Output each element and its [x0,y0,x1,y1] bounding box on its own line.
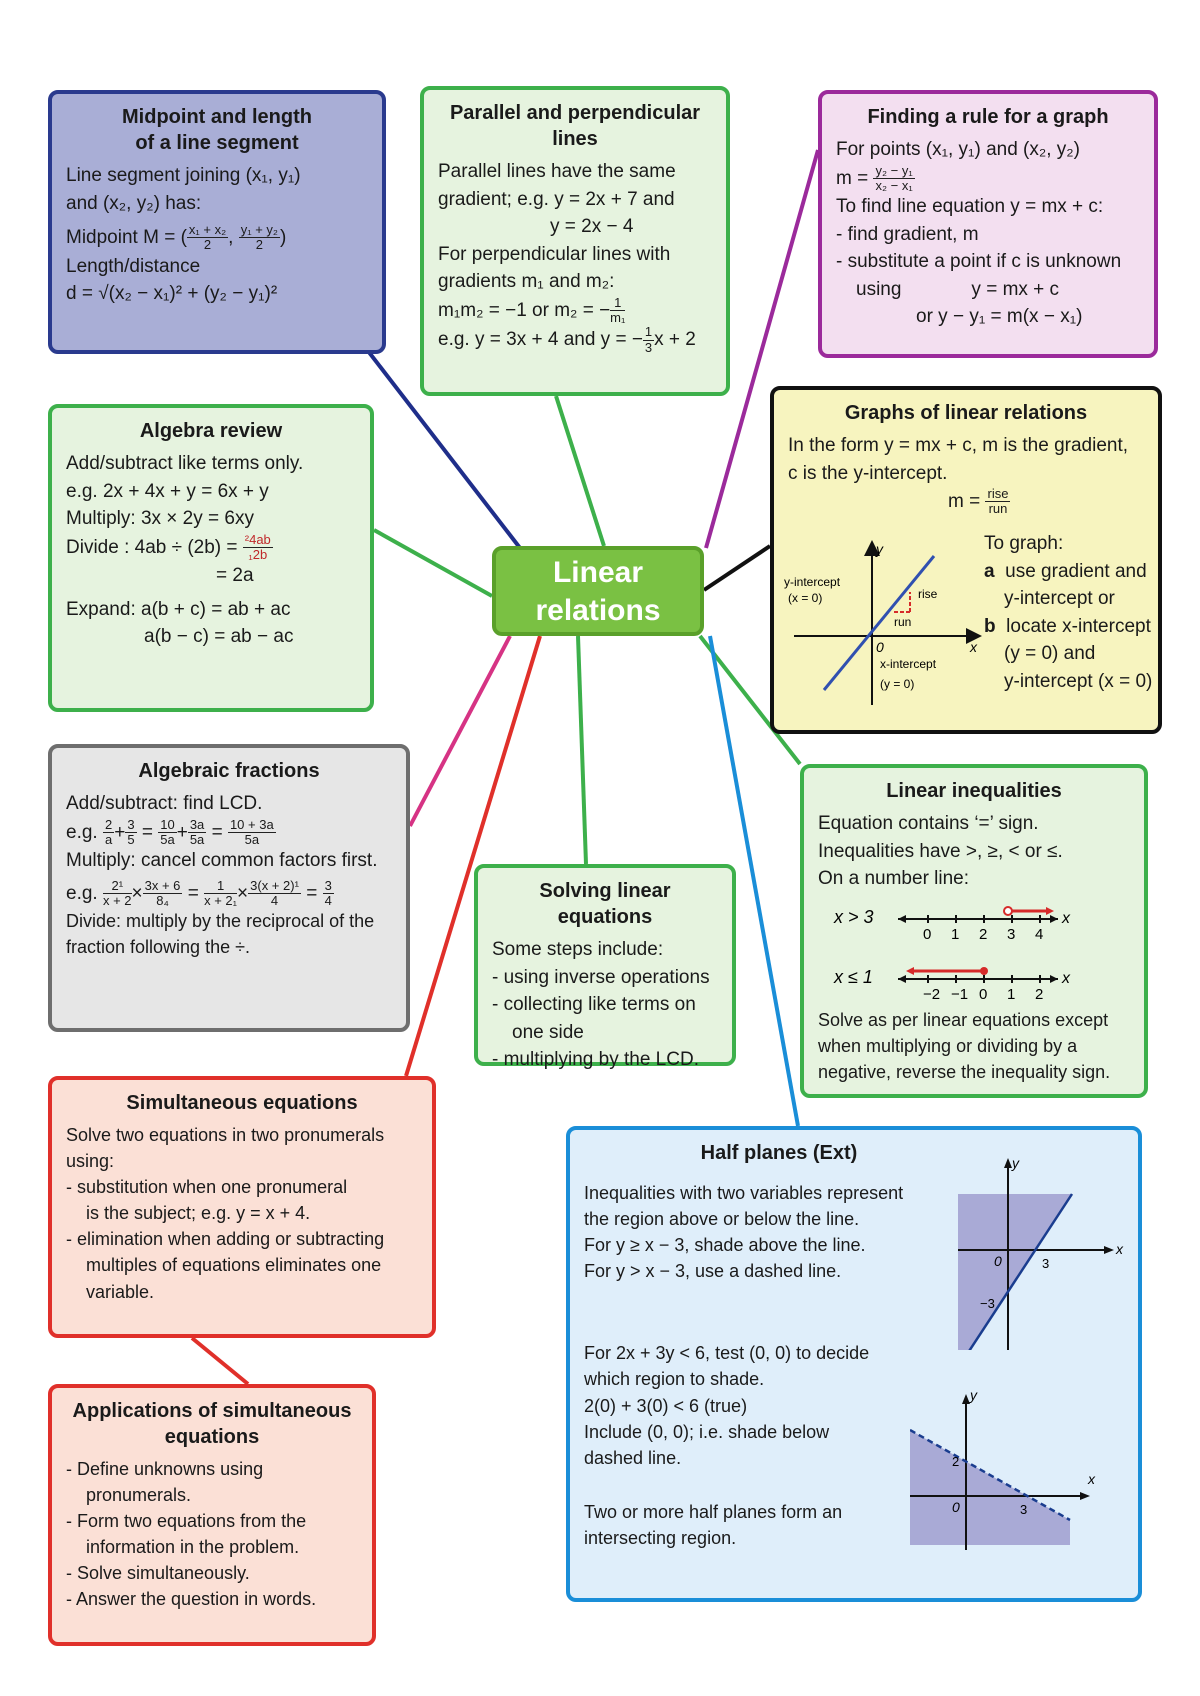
rule-line-6: using y = mx + c [856,278,1060,300]
connector-fractions [410,636,510,826]
nl1-left-arrow [898,915,906,923]
fractions-line-6: fraction following the ÷. [66,937,250,958]
graphs-gradient: m = $\frac{\text{rise}}{\text{run}}$ [948,486,1009,517]
applications-line-5: - Solve simultaneously. [66,1563,250,1584]
nl2-label: x ≤ 1 [834,966,873,987]
applications-line-3: - Form two equations from the [66,1511,307,1532]
g1-y-label: y [1012,1155,1019,1171]
halfplanes-line-7: 2(0) + 3(0) < 6 (true) [584,1395,748,1416]
applications-line-2: pronumerals. [86,1485,192,1506]
g2-x-intercept: 3 [1020,1502,1028,1517]
nl1-right-arrow [1050,915,1058,923]
g2-y-arrow [962,1394,970,1404]
nl1-tick-label: 0 [923,925,932,943]
solving-box [474,864,736,1071]
inequalities-line-5: when multiplying or dividing by a [818,1035,1078,1056]
g1-origin: 0 [994,1253,1002,1269]
graphs-steps [984,530,1152,695]
inequalities-box [800,764,1148,1098]
diagram-y-label: y [876,541,883,557]
rise-run-frac: $\frac{\text{rise}}{\text{run}}$ [987,486,1009,517]
midpoint-formula: Midpoint M = ( $\frac{\text{x₁ + x₂}}{2}$ , $\frac{\text{y₁ + y₂}}{2}$ ) [66,222,287,253]
to-graph-label: To graph: [984,533,1064,554]
g2-shaded-region [910,1430,1070,1545]
nl2-closed-dot [980,967,988,975]
g2-y-label: y [970,1387,977,1403]
frac-3-5: $\frac{3}{5}$ [127,816,135,847]
simultaneous-line-5: - elimination when adding or subtracting [66,1229,385,1250]
frac-2-a: $\frac{2}{a}$ [104,816,113,847]
number-lines [818,897,1138,1007]
midpoint-line-4: Length/distance [66,255,201,277]
halfplanes-line-2: the region above or below the line. [584,1209,860,1230]
inequalities-line-3: On a number line: [818,868,970,890]
algebra-line-3: Multiply: 3x × 2y = 6xy [66,508,254,530]
connector-applications [192,1338,248,1384]
step-b-line-3: y-intercept (x = 0) [1004,670,1153,692]
parallel-line-2: gradient; e.g. y = 2x + 7 and [438,188,675,210]
rule-line-4: - find gradient, m [836,223,979,245]
diagram-x-label: x [970,639,977,655]
frac-3x2-4: $\frac{\text{3(x + 2)¹}}{4}$ [250,877,299,908]
connector-parallel [556,396,604,546]
halfplanes-line-3: For y ≥ x − 3, shade above the line. [584,1235,866,1256]
halfplanes-line-1: Inequalities with two variables represent [584,1183,904,1203]
applications-line-1: - Define unknowns using [66,1459,264,1479]
central-topic [492,546,704,636]
simultaneous-box [48,1076,436,1338]
rule-line-3: To find line equation y = mx + c: [836,196,1104,218]
nl2-right-arrow [1050,975,1058,983]
rule-gradient-frac: $\frac{\text{y₂ − y₁}}{\text{x₂ − x₁}}$ [875,162,913,193]
parallel-frac-1: $\frac{1}{\text{m₁}}$ [610,294,626,326]
simultaneous-line-3: - substitution when one pronumeral [66,1177,348,1198]
g1-x-intercept: 3 [1042,1256,1050,1271]
distance-formula: d = √(x₂ − x₁)² + (y₂ − y₁)² [66,283,278,305]
fractions-line-3: Multiply: cancel common factors first. [66,850,378,872]
rule-box [818,90,1158,358]
frac-3a-5a: $\frac{3a}{5a}$ [189,816,205,847]
parallel-line-4: For perpendicular lines with [438,243,671,265]
half-plane-graph-2 [910,1380,1100,1550]
diagram-rise: rise [918,587,938,601]
g1-x-label: x [1116,1241,1123,1257]
inequalities-line-6: negative, reverse the inequality sign. [818,1061,1111,1082]
halfplanes-line-9: dashed line. [584,1447,682,1468]
nl1-x: x [1062,909,1070,927]
nl1-label: x > 3 [834,906,874,927]
diagram-xint-sub: (y = 0) [880,677,915,691]
halfplanes-line-4: For y > x − 3, use a dashed line. [584,1261,842,1282]
halfplanes-line-11: intersecting region. [584,1527,737,1548]
frac-sum: $\frac{10 + 3a}{5a}$ [229,816,274,847]
g1-x-arrow [1104,1246,1114,1254]
nl2-tick-label: −1 [951,985,969,1003]
rule-line-2: m = $\frac{\text{y₂ − y₁}}{\text{x₂ − x₁}}$ [836,162,913,193]
nl2-x: x [1062,969,1070,987]
g2-x-label: x [1088,1471,1095,1487]
algebra-title: Algebra review [139,420,283,442]
diagram-origin: 0 [876,639,884,655]
g2-origin: 0 [952,1499,960,1515]
g1-y-arrow [1004,1158,1012,1168]
parallel-line-3: y = 2x − 4 [550,216,634,238]
rule-title: Finding a rule for a graph [867,106,1109,128]
connector-solving [578,636,586,864]
inequalities-line-1: Equation contains ‘=’ sign. [818,813,1039,834]
fractions-box [48,744,410,1032]
rule-line-7: or y − y₁ = m(x − x₁) [916,306,1083,328]
simultaneous-line-1: Solve two equations in two pronumerals [66,1125,385,1145]
solving-title: Solving linear equations [539,880,671,928]
algebra-line-1: Add/subtract like terms only. [66,453,304,474]
midpoint-title: Midpoint and length of a line segment [122,106,312,154]
solving-line-1: Some steps include: [492,939,664,960]
g2-x-arrow [1080,1492,1090,1500]
nl2-tick-label: 1 [1007,985,1016,1003]
algebra-line-2: e.g. 2x + 4x + y = 6x + y [66,480,269,502]
inequalities-line-4: Solve as per linear equations except [818,1009,1109,1030]
g1-y-intercept: −3 [980,1296,995,1311]
step-b-line-2: (y = 0) and [1004,643,1096,665]
inequalities-line-2: Inequalities have >, ≥, < or ≤. [818,840,1063,862]
applications-line-4: information in the problem. [86,1537,300,1558]
step-a-line-2: y-intercept or [1004,588,1115,610]
nl2-tick-label: 2 [1035,985,1044,1003]
simultaneous-line-7: variable. [86,1281,155,1302]
applications-line-6: - Answer the question in words. [66,1589,317,1610]
nl2-tick-label: −2 [923,985,941,1003]
solving-line-3: - collecting like terms on [492,994,696,1016]
frac-2-x2: $\frac{\text{2¹}}{x + 2}$ [102,877,132,908]
fractions-line-1: Add/subtract: find LCD. [66,793,263,814]
rule-line-1: For points (x₁, y₁) and (x₂, y₂) [836,139,1081,160]
rule-line-5: - substitute a point if c is unknown [836,251,1122,273]
simultaneous-line-6: multiples of equations eliminates one [86,1255,382,1276]
applications-title: Applications of simultaneous equations [72,1400,352,1448]
fractions-line-5: Divide: multiply by the reciprocal of the [66,911,375,932]
simultaneous-line-4: is the subject; e.g. y = x + 4. [86,1203,311,1224]
fractions-example-1: e.g. $\frac{2}{a}$ + $\frac{3}{5}$ = $\frac{10}{5a}$ + $\frac{3a}{5a}$ = $\frac{10 + 3a}{5a}$ [66,816,274,847]
halfplanes-line-8: Include (0, 0); i.e. shade below [584,1421,830,1442]
fractions-example-2: e.g. $\frac{\text{2¹}}{x + 2}$ × $\frac{3x + 6}{\text{8₄}}$ = $\frac{1}{\text{x + 2₁}}$ × $\frac{\text{3(x + 2)¹}}{4}$ = $\frac{3}{4}$ [66,877,332,908]
halfplanes-title: Half planes (Ext) [700,1142,858,1164]
simultaneous-line-2: using: [66,1151,115,1172]
central-topic-line-1: Linear [552,556,644,589]
inequalities-title: Linear inequalities [886,780,1062,802]
connector-algebra [374,530,492,596]
graphs-line-2: c is the y-intercept. [788,462,948,484]
halfplanes-box [566,1126,1142,1602]
graphs-box [770,386,1162,734]
algebra-box [48,404,374,712]
nl1-tick-label: 4 [1035,925,1044,943]
frac-10-5a: $\frac{10}{5a}$ [160,816,175,847]
step-b-line-1: b locate x-intercept [984,615,1151,637]
half-plane-graph-1 [950,1150,1130,1350]
algebra-line-6: Expand: a(b + c) = ab + ac [66,598,291,620]
solving-line-5: - multiplying by the LCD. [492,1049,699,1071]
parallel-line-5: gradients m₁ and m₂: [438,271,615,293]
parallel-box [420,86,730,396]
nl2-solution-arrow [906,967,914,975]
nl1-tick-label: 3 [1007,925,1016,943]
parallel-line-6: m₁m₂ = −1 or m₂ = − $\frac{1}{\text{m₁}}$ [438,294,626,326]
midpoint-frac-y: $\frac{\text{y₁ + y₂}}{2}$ [240,222,278,253]
central-topic-line-2: relations [535,594,661,627]
halfplanes-line-5: For 2x + 3y < 6, test (0, 0) to decide [584,1343,870,1364]
halfplanes-line-10: Two or more half planes form an [584,1501,843,1522]
midpoint-box [48,90,386,354]
nl1-solution-arrow [1046,907,1054,915]
nl1-tick-label: 1 [951,925,960,943]
midpoint-frac-x: $\frac{\text{x₁ + x₂}}{2}$ [188,222,227,253]
applications-box [48,1384,376,1646]
g2-y-intercept: 2 [952,1454,960,1469]
frac-3x6-8: $\frac{3x + 6}{\text{8₄}}$ [144,877,181,908]
diagram-run: run [894,615,912,629]
g1-shaded-region [958,1194,1072,1350]
simultaneous-title: Simultaneous equations [126,1092,358,1114]
step-a-line-1: a use gradient and [984,560,1147,582]
solving-line-4: one side [512,1021,584,1043]
diagram-yint-label: y-intercept [784,575,841,589]
nl2-tick-label: 0 [979,985,988,1003]
graphs-line-1: In the form y = mx + c, m is the gradient, [788,435,1129,456]
parallel-frac-2: $\frac{1}{3}$ [644,324,653,355]
algebra-line-4: Divide : 4ab ÷ (2b) = $\frac{\text{²4ab}}{\text{₁2b}}$ [66,531,271,562]
parallel-title: Parallel and perpendicular lines [449,102,701,150]
parallel-line-1: Parallel lines have the same [438,161,676,182]
linear-graph-diagram [784,540,984,710]
halfplanes-line-6: which region to shade. [584,1369,765,1390]
frac-1-x2: $\frac{1}{\text{x + 2₁}}$ [204,877,238,908]
diagram-xint-label: x-intercept [880,657,937,671]
graphs-title: Graphs of linear relations [844,402,1088,424]
solving-line-2: - using inverse operations [492,966,710,988]
nl2-left-arrow [898,975,906,983]
nl1-open-dot [1004,907,1012,915]
frac-3-4: $\frac{3}{4}$ [324,877,332,908]
divide-frac: $\frac{\text{²4ab}}{\text{₁2b}}$ [244,531,271,562]
parallel-line-7: e.g. y = 3x + 4 and y = − $\frac{1}{3}$ x + 2 [438,324,696,355]
algebra-line-5: = 2a [216,565,254,587]
algebra-line-7: a(b − c) = ab − ac [144,626,294,648]
fractions-title: Algebraic fractions [138,760,320,782]
connector-graphs [704,546,770,590]
nl1-tick-label: 2 [979,925,988,943]
midpoint-line-2: and (x₂, y₂) has: [66,192,202,214]
midpoint-line-1: Line segment joining (x₁, y₁) [66,165,301,186]
diagram-yint-sub: (x = 0) [788,591,823,605]
